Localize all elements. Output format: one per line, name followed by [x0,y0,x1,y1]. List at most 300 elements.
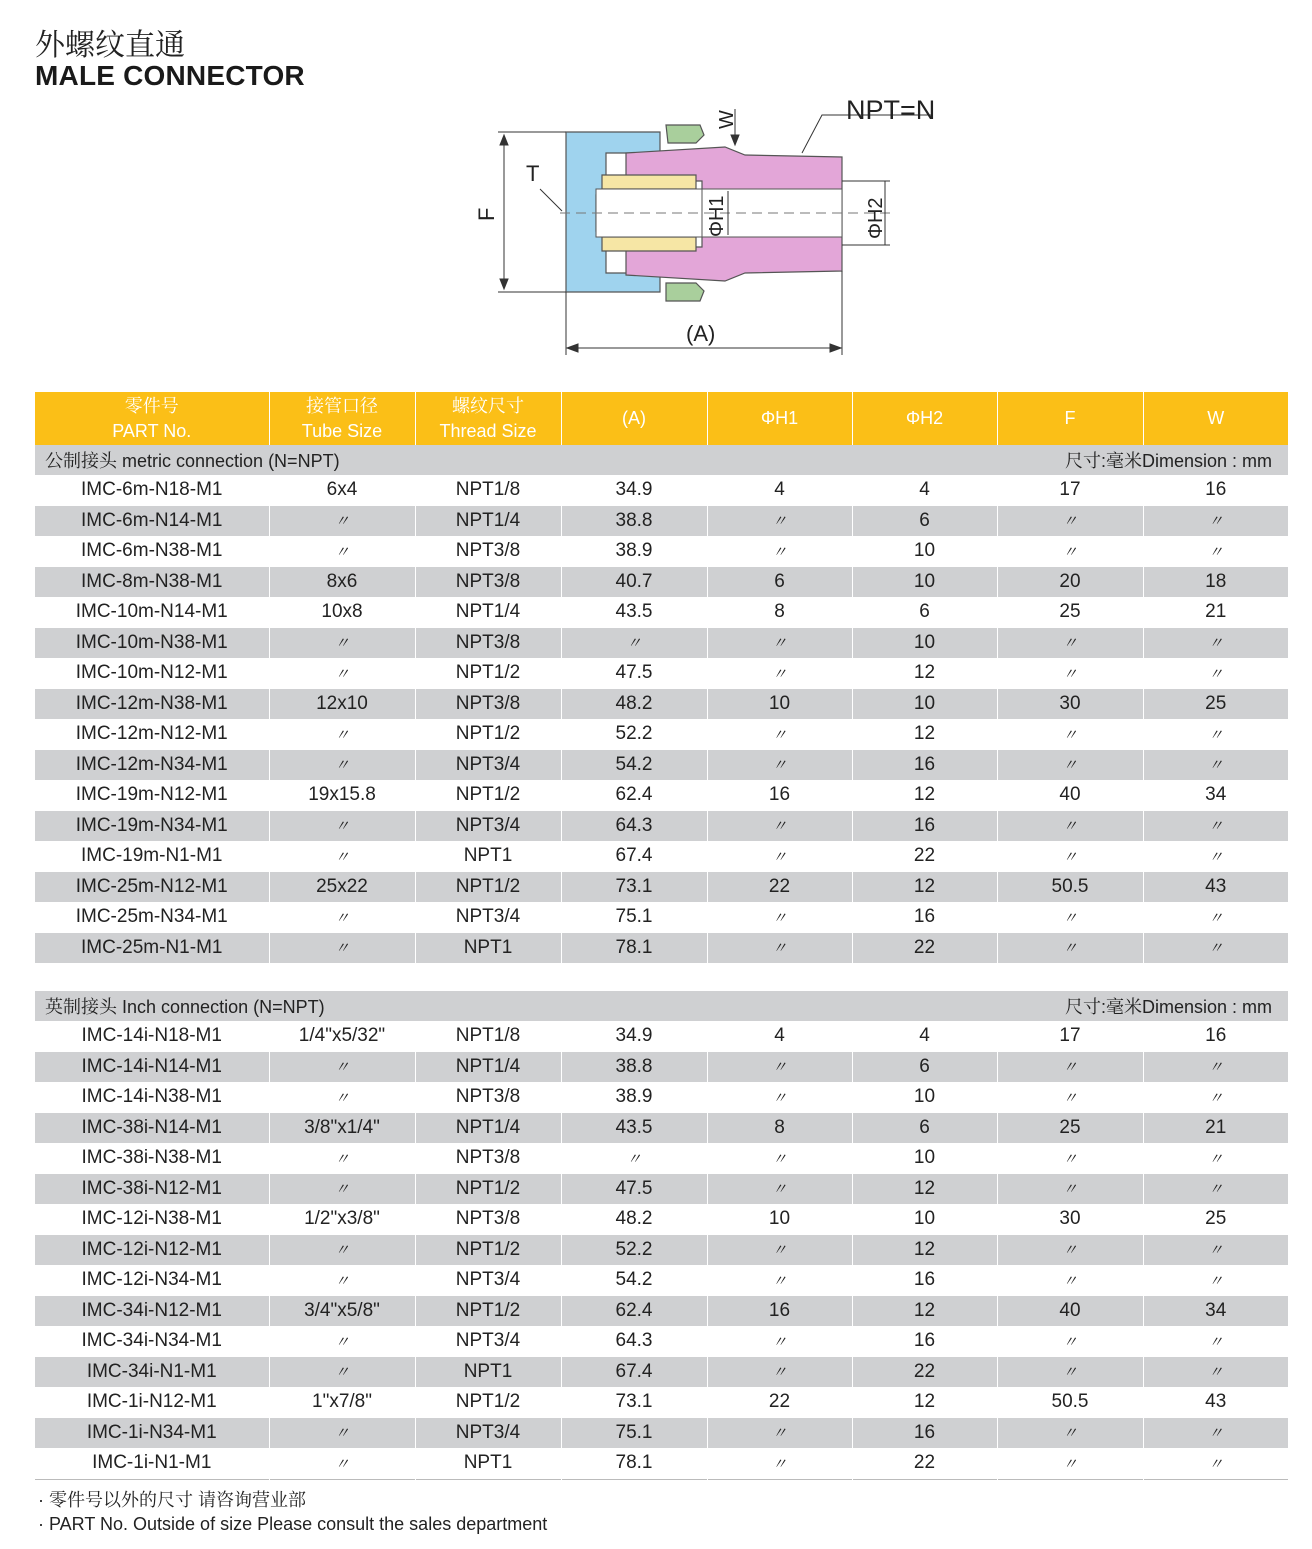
table-cell: 6 [852,506,997,537]
table-row [35,811,1288,842]
table-cell: 34 [1143,1296,1288,1327]
table-cell: 〃 [269,811,415,842]
table-cell: 〃 [1143,1052,1288,1083]
table-row [35,1387,1288,1418]
table-row [35,1021,1288,1052]
table-cell: 〃 [1208,1455,1224,1473]
table-cell: 〃 [1143,1418,1288,1449]
table-cell: 64.3 [561,811,707,842]
header-cell [415,392,561,445]
connector-diagram [470,95,950,365]
table-cell: 19x15.8 [269,780,415,811]
table-cell: 1/2"x3/8" [269,1204,415,1235]
table-cell: 40 [997,1296,1143,1327]
table-cell: NPT1 [415,841,561,872]
table-cell: 〃 [269,628,415,659]
table-cell: 〃 [997,933,1143,964]
table-cell: 20 [997,567,1143,598]
header-cell [707,392,852,445]
table-cell: 22 [852,1448,997,1479]
table-cell: IMC-25m-N1-M1 [35,933,269,964]
table-cell: 16 [852,1326,997,1357]
table-row [35,628,1288,659]
diagram-label-a: (A) [686,321,716,346]
header-label-cn: 螺纹尺寸 [452,395,524,416]
table-cell: 47.5 [561,1174,707,1205]
table-row [35,1143,1288,1174]
table-cell: 〃 [269,1418,415,1449]
table-cell: 〃 [269,719,415,750]
table-cell: IMC-25m-N12-M1 [35,872,269,903]
table-cell: 〃 [1208,543,1224,561]
table-cell: NPT1/4 [415,1113,561,1144]
table-row [35,1448,1288,1479]
table-cell: IMC-1i-N12-M1 [35,1387,269,1418]
table-cell: NPT3/4 [415,811,561,842]
table-row [35,658,1288,689]
table-cell: IMC-8m-N38-M1 [35,567,269,598]
table-cell: 〃 [707,1357,852,1388]
table-cell: 78.1 [561,933,707,964]
table-cell: 22 [707,1387,852,1418]
table-cell: 〃 [1208,848,1224,866]
table-row [35,1174,1288,1205]
table-cell: IMC-14i-N14-M1 [35,1052,269,1083]
table-cell: NPT3/8 [415,1143,561,1174]
table-cell: 78.1 [561,1448,707,1479]
table-row [35,1418,1288,1449]
table-cell: 〃 [997,811,1143,842]
table-cell: IMC-34i-N1-M1 [35,1357,269,1388]
table-cell: 10 [707,1204,852,1235]
table-cell: 〃 [1143,1357,1288,1388]
table-cell: 4 [707,1021,852,1052]
table-cell: 〃 [1208,909,1224,927]
section-header-row [35,445,1288,475]
table-cell: 〃 [707,1265,852,1296]
table-cell: 〃 [269,1448,415,1479]
table-cell: 〃 [997,506,1143,537]
table-cell: 34.9 [561,1021,707,1052]
table-cell: 6 [707,567,852,598]
table-cell: IMC-10m-N12-M1 [35,658,269,689]
table-cell: 〃 [707,1082,852,1113]
table-row [35,902,1288,933]
table-cell: 〃 [269,1082,415,1113]
header-cell [997,392,1143,445]
table-cell: NPT1/2 [415,1387,561,1418]
table-cell: 〃 [269,841,415,872]
table-cell: IMC-19m-N12-M1 [35,780,269,811]
table-cell: 62.4 [561,1296,707,1327]
table-cell: IMC-12i-N38-M1 [35,1204,269,1235]
table-cell: 43 [1143,872,1288,903]
table-cell: 62.4 [561,780,707,811]
table-cell: 50.5 [997,872,1143,903]
table-cell: 52.2 [561,1235,707,1266]
table-cell: 34.9 [561,475,707,506]
table-cell: IMC-19m-N1-M1 [35,841,269,872]
table-row [35,750,1288,781]
table-cell: 25 [1205,1208,1227,1230]
table-cell: 25 [997,597,1143,628]
table-cell: 〃 [707,1235,852,1266]
table-row [35,1235,1288,1266]
table-cell: IMC-6m-N18-M1 [35,475,269,506]
table-cell: IMC-38i-N14-M1 [35,1113,269,1144]
table-cell: NPT1/2 [415,1235,561,1266]
table-cell: 8x6 [269,567,415,598]
table-cell: 22 [852,1357,997,1388]
table-cell: 〃 [1143,1235,1288,1266]
table-cell: NPT3/8 [415,1082,561,1113]
table-row [35,933,1288,964]
table-cell: 48.2 [561,1204,707,1235]
table-row [35,780,1288,811]
table-cell: 〃 [707,1174,852,1205]
table-row [35,567,1288,598]
header-label-cn: 零件号 [124,395,179,416]
table-cell: 73.1 [561,872,707,903]
table-cell: 12 [852,1387,997,1418]
header-label-cn: F [1064,408,1076,428]
table-cell: 〃 [707,1448,852,1479]
table-cell: 〃 [997,1143,1143,1174]
table-end-rule [35,1479,1288,1480]
table-row [35,1052,1288,1083]
section-spacer [35,963,1288,991]
table-cell: NPT1/2 [415,780,561,811]
table-cell: IMC-10m-N38-M1 [35,628,269,659]
table-cell: 〃 [997,536,1143,567]
table-cell: 40 [997,780,1143,811]
table-cell: NPT3/4 [415,1265,561,1296]
table-cell: IMC-38i-N12-M1 [35,1174,269,1205]
table-cell: 38.8 [561,1052,707,1083]
table-cell: 4 [707,475,852,506]
table-cell: 12 [852,658,997,689]
table-cell: 12 [852,1296,997,1327]
table-cell: IMC-6m-N38-M1 [35,536,269,567]
table-cell: 〃 [1208,1089,1224,1107]
table-row [35,689,1288,720]
table-cell: 1"x7/8" [269,1387,415,1418]
table-cell: 6x4 [269,475,415,506]
table-cell: 12 [852,719,997,750]
table-cell: 3/8"x1/4" [269,1113,415,1144]
table-cell: 47.5 [561,658,707,689]
table-cell: 48.2 [561,689,707,720]
table-cell: 10 [852,1204,997,1235]
table-row [35,872,1288,903]
table-cell: 16 [852,811,997,842]
table-cell: IMC-12i-N34-M1 [35,1265,269,1296]
table-cell: 38.8 [561,506,707,537]
table-cell: 16 [852,902,997,933]
table-cell: 10 [852,628,997,659]
table-cell: 〃 [561,628,707,659]
table-cell: 〃 [997,902,1143,933]
table-cell: IMC-14i-N18-M1 [35,1021,269,1052]
page-title-en: MALE CONNECTOR [35,60,305,91]
table-cell: IMC-12m-N38-M1 [35,689,269,720]
table-cell: NPT3/4 [415,1418,561,1449]
header-label-en: Thread Size [439,420,537,441]
table-cell: 12 [852,780,997,811]
table-row [35,597,1288,628]
header-cell [1143,392,1288,445]
table-cell: 22 [852,933,997,964]
table-cell: NPT3/4 [415,1326,561,1357]
table-row [35,536,1288,567]
header-label-cn: W [1207,408,1225,428]
section-title: 英制接头 Inch connection (N=NPT) [35,991,852,1021]
table-cell: NPT1/8 [415,475,561,506]
table-row [35,475,1288,506]
table-cell: 〃 [997,1448,1143,1479]
table-cell: 〃 [997,1174,1143,1205]
table-cell: 34 [1205,784,1227,806]
table-cell: 8 [707,1113,852,1144]
table-cell: 〃 [1208,1150,1224,1168]
table-cell: 22 [852,841,997,872]
table-cell: 〃 [707,628,852,659]
table-cell: NPT1/4 [415,1052,561,1083]
table-cell: 〃 [1143,506,1288,537]
table-cell: IMC-6m-N14-M1 [35,506,269,537]
table-cell: 〃 [269,1265,415,1296]
table-cell: 〃 [1208,665,1224,683]
table-cell: 6 [852,1052,997,1083]
table-row [35,1326,1288,1357]
header-label-en: PART No. [112,420,192,441]
header-label-cn: 接管口径 [306,395,378,416]
table-cell: 4 [852,1021,997,1052]
table-cell: 〃 [1143,628,1288,659]
table-cell: 〃 [997,750,1143,781]
section-unit: 尺寸:毫米Dimension : mm [852,991,1288,1021]
table-cell: NPT1/4 [415,597,561,628]
table-cell: 16 [852,1418,997,1449]
table-cell: 〃 [707,719,852,750]
table-cell: NPT3/4 [415,902,561,933]
table-cell: 54.2 [561,750,707,781]
table-cell: 〃 [561,1143,707,1174]
table-cell: 16 [707,1296,852,1327]
table-cell: NPT1/2 [415,719,561,750]
table-cell: 〃 [707,1052,852,1083]
table-cell: 〃 [707,750,852,781]
table-cell: 〃 [707,1326,852,1357]
section-header-row [35,991,1288,1021]
table-cell: 16 [1205,1025,1227,1047]
table-row [35,1204,1288,1235]
table-cell: 〃 [707,658,852,689]
page-title-cn: 外螺纹直通 [35,29,185,62]
table-cell: 54.2 [561,1265,707,1296]
table-cell: 10 [852,1143,997,1174]
table-cell: 10 [852,567,997,598]
table-cell: IMC-12i-N12-M1 [35,1235,269,1266]
section-unit: 尺寸:毫米Dimension : mm [852,445,1288,475]
table-cell: 10x8 [269,597,415,628]
table-cell: NPT3/8 [415,1204,561,1235]
table-cell: 43.5 [561,1113,707,1144]
table-cell: 17 [997,1021,1143,1052]
table-cell: NPT1/4 [415,506,561,537]
header-cell [269,392,415,445]
table-cell: 〃 [269,506,415,537]
table-row [35,1357,1288,1388]
diagram-label-npt: NPT=N [846,95,936,125]
table-cell: IMC-34i-N34-M1 [35,1326,269,1357]
table-cell: 〃 [269,750,415,781]
table-cell: 〃 [1208,1272,1224,1290]
table-cell: 25 [997,1113,1143,1144]
table-cell: 10 [852,1082,997,1113]
table-cell: NPT1/2 [415,1296,561,1327]
table-cell: NPT1/8 [415,1021,561,1052]
table-cell: 3/4"x5/8" [269,1296,415,1327]
table-cell: 40.7 [561,567,707,598]
table-cell: 16 [852,750,997,781]
table-cell: 〃 [269,902,415,933]
table-cell: 〃 [269,933,415,964]
table-cell: 64.3 [561,1326,707,1357]
diagram-label-t: T [526,161,540,186]
table-cell: 〃 [269,1052,415,1083]
table-cell: 16 [707,780,852,811]
table-cell: IMC-14i-N38-M1 [35,1082,269,1113]
table-cell: IMC-34i-N12-M1 [35,1296,269,1327]
table-cell: NPT1/2 [415,1174,561,1205]
table-cell: 21 [1205,601,1227,623]
table-cell: IMC-12m-N34-M1 [35,750,269,781]
table-cell: NPT1 [415,933,561,964]
table-cell: 〃 [997,1052,1143,1083]
diagram-label-h2: ΦH2 [865,197,887,239]
table-cell: 〃 [707,811,852,842]
header-cell [35,392,269,445]
table-cell: 10 [852,536,997,567]
table-cell: 30 [997,1204,1143,1235]
footnote-en: · PART No. Outside of size Please consult the sales department [38,1514,548,1534]
table-cell: 1/4"x5/32" [269,1021,415,1052]
table-cell: 〃 [997,658,1143,689]
table-row [35,841,1288,872]
table-cell: 50.5 [997,1387,1143,1418]
table-cell: 〃 [269,536,415,567]
table-row [35,1113,1288,1144]
table-cell: 〃 [269,1235,415,1266]
table-cell: 17 [997,475,1143,506]
table-cell: 12 [852,1235,997,1266]
spec-table [35,392,1288,1480]
table-cell: 22 [707,872,852,903]
table-cell: NPT1 [415,1448,561,1479]
table-cell: 43 [1205,1391,1227,1413]
table-cell: NPT1/2 [415,872,561,903]
table-cell: 〃 [707,933,852,964]
table-cell: 6 [852,597,997,628]
table-cell: 〃 [707,536,852,567]
table-cell: 〃 [997,719,1143,750]
table-cell: 38.9 [561,536,707,567]
table-cell: IMC-1i-N34-M1 [35,1418,269,1449]
table-cell: 〃 [997,1326,1143,1357]
header-cell [852,392,997,445]
table-cell: 38.9 [561,1082,707,1113]
table-cell: 〃 [707,1418,852,1449]
table-cell: 12x10 [269,689,415,720]
header-label-cn: ΦH1 [760,408,799,428]
table-cell: 〃 [707,902,852,933]
table-cell: 〃 [1143,750,1288,781]
table-cell: 25x22 [269,872,415,903]
table-cell: 〃 [997,1265,1143,1296]
table-cell: NPT3/8 [415,689,561,720]
table-cell: 〃 [1143,811,1288,842]
table-cell: 73.1 [561,1387,707,1418]
table-row [35,506,1288,537]
table-cell: NPT3/4 [415,750,561,781]
table-cell: 18 [1143,567,1288,598]
diagram-label-w: W [716,110,738,129]
table-cell: 67.4 [561,841,707,872]
header-label-en: Tube Size [301,420,383,441]
header-label-cn: ΦH2 [905,408,944,428]
table-cell: 10 [852,689,997,720]
table-cell: NPT3/8 [415,628,561,659]
table-cell: IMC-12m-N12-M1 [35,719,269,750]
table-cell: 〃 [269,1143,415,1174]
table-cell: 〃 [707,841,852,872]
table-cell: 52.2 [561,719,707,750]
table-cell: 〃 [997,628,1143,659]
table-cell: 〃 [707,1143,852,1174]
table-cell: 75.1 [561,1418,707,1449]
table-row [35,1296,1288,1327]
table-cell: IMC-10m-N14-M1 [35,597,269,628]
table-cell: 21 [1143,1113,1288,1144]
table-cell: 75.1 [561,902,707,933]
table-cell: 8 [707,597,852,628]
table-cell: NPT3/8 [415,567,561,598]
header-cell [561,392,707,445]
table-cell: 〃 [1208,1333,1224,1351]
table-cell: 〃 [269,1174,415,1205]
table-cell: 67.4 [561,1357,707,1388]
diagram-label-h1: ΦH1 [706,195,728,237]
table-cell: IMC-1i-N1-M1 [35,1448,269,1479]
table-cell: 〃 [269,658,415,689]
table-cell: 12 [852,1174,997,1205]
table-row [35,719,1288,750]
table-cell: NPT1/2 [415,658,561,689]
diagram-label-f: F [474,207,499,221]
table-cell: 〃 [997,1418,1143,1449]
table-cell: 〃 [707,506,852,537]
table-cell: 〃 [997,841,1143,872]
table-cell: 〃 [997,1082,1143,1113]
table-cell: 〃 [997,1357,1143,1388]
table-cell: 〃 [1143,933,1288,964]
table-row [35,1082,1288,1113]
table-cell: 12 [852,872,997,903]
section-title: 公制接头 metric connection (N=NPT) [35,445,852,475]
table-cell: 16 [1205,479,1227,501]
table-row [35,1265,1288,1296]
